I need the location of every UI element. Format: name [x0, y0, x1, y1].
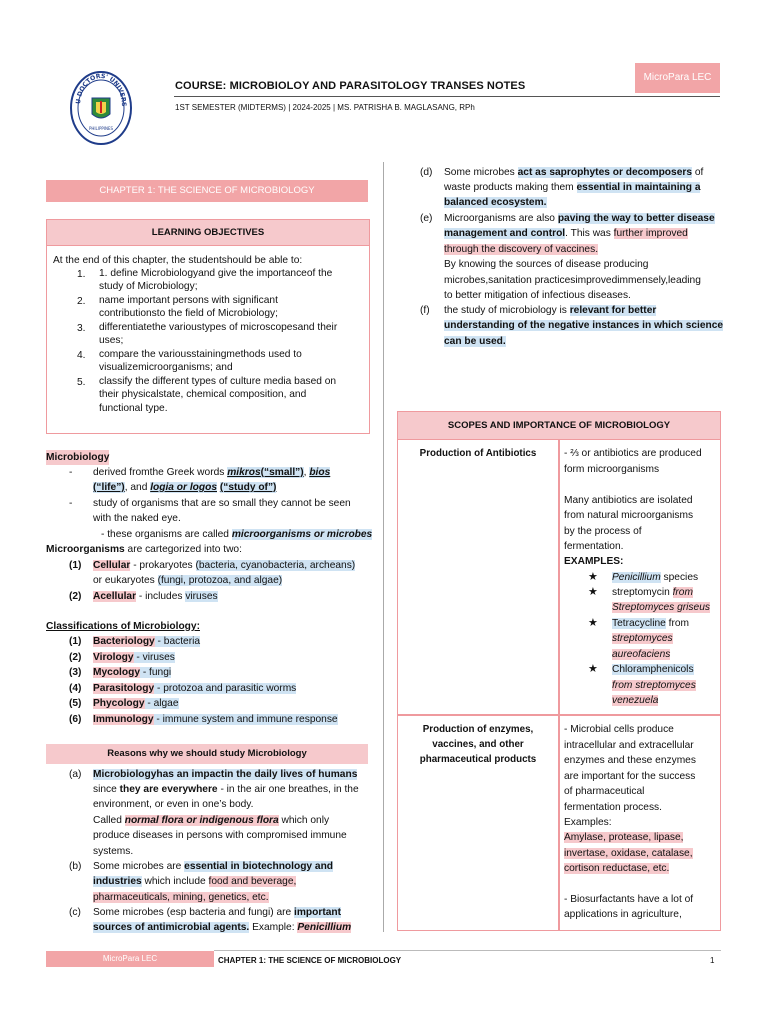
reason-text [93, 920, 351, 935]
reason-text [93, 767, 357, 782]
reason-text [444, 211, 715, 226]
term-mikros: mikros [227, 467, 261, 478]
microbiology-definition [93, 465, 330, 480]
highlight: Chloramphenicols [612, 664, 694, 675]
scope-text: - ⅔ or antibiotics are produced [564, 448, 702, 459]
highlight: paving the way to better disease [557, 213, 715, 224]
text-run: derived fromthe Greek words [93, 467, 228, 478]
text-run: waste products making them [444, 182, 577, 193]
microbiology-definition [101, 527, 372, 542]
highlight: Tetracycline [612, 618, 666, 629]
highlight: Microbiologyhas an impactin the daily lives of humans [93, 769, 358, 780]
example-item [612, 570, 698, 585]
objective-text: compare the variousstainingmethods used to [99, 349, 302, 360]
text-run: Some microbes (esp bacteria and fungi) are [93, 907, 295, 918]
microorganisms-categories [46, 542, 242, 557]
bullet-dash: - [69, 498, 73, 509]
logo-subtext: PHILIPPINES [88, 126, 114, 131]
logo-text: U DOCTORS' UNIVERS [74, 72, 128, 107]
reason-label: (d) [420, 167, 433, 178]
highlight: management and control [444, 228, 566, 239]
text-run: Called [93, 815, 125, 826]
footer-badge: MicroPara LEC [46, 951, 214, 967]
scope-text: applications in agriculture, [564, 909, 682, 920]
text-run: , and [124, 482, 151, 493]
objective-text: 1. define Microbiologyand give the importanceof the [99, 268, 333, 279]
text-run: - in the air one breathes, in the [217, 784, 359, 795]
course-subtitle: 1ST SEMESTER (MIDTERMS) | 2024-2025 | MS. PATRISHA B. MAGLASANG, RPh [175, 103, 475, 112]
highlight: invertase, oxidase, catalase, [564, 848, 693, 859]
highlight-prokaryotes: (bacteria, cyanobacteria, archeans) [195, 560, 356, 571]
reason-text: microbes,sanitation practicesimprovedimmensely,leading [444, 275, 701, 286]
scope-title-line: vaccines, and other [432, 739, 524, 750]
classifications-heading: Classifications of Microbiology: [46, 621, 200, 632]
learning-objectives-intro: At the end of this chapter, the studentshould be able to: [53, 255, 303, 266]
scope-text: fermentation process. [564, 802, 662, 813]
scope-text: of pharmaceutical [564, 786, 645, 797]
scope-text: are important for the success [564, 771, 696, 782]
highlight: further improved [613, 228, 688, 239]
text-run: , [303, 467, 310, 478]
microbiology-definition: study of organisms that are so small they cannot be seen [93, 498, 351, 509]
learning-objectives-heading: LEARNING OBJECTIVES [47, 220, 369, 246]
highlight: act as saprophytes or decomposers [517, 167, 692, 178]
reason-text: environment, or even in one’s body. [93, 799, 254, 810]
text-run: streptomycin [612, 587, 673, 598]
reason-text [93, 905, 341, 920]
list-number: (5) [69, 698, 82, 709]
objective-text: name important persons with significant [99, 295, 278, 306]
term-meaning: (“small”) [260, 467, 304, 478]
highlight: industries [93, 876, 142, 887]
objective-text: uses; [99, 335, 124, 347]
text-run: - these organisms are called [101, 529, 232, 540]
reason-text: By knowing the sources of disease producing [444, 259, 649, 270]
bullet-dash: - [69, 467, 73, 478]
highlight: venezuela [612, 695, 659, 706]
highlight: normal flora or indigenous flora [124, 815, 279, 826]
list-number: (1) [69, 636, 82, 647]
list-number: (2) [69, 652, 82, 663]
microbiology-definition [93, 480, 276, 495]
highlight: balanced ecosystem. [444, 197, 547, 208]
reason-text [444, 334, 506, 349]
highlight: understanding of the negative instances in which science [444, 320, 724, 331]
text-run: Microorganisms are also [444, 213, 558, 224]
classification-name: Virology [93, 652, 134, 663]
text-run: Some microbes are [93, 861, 185, 872]
reason-text: to better mitigation of infectious diseases. [444, 290, 631, 301]
text-run: they are everywhere [119, 784, 218, 795]
text-run: - includes [136, 591, 186, 602]
reason-text [93, 890, 269, 905]
table-divider [558, 440, 560, 931]
scope-text: by the process of [564, 526, 642, 537]
highlight: pharmaceuticals, mining, genetics, etc. [93, 892, 269, 903]
term-logia: logia or logos [150, 482, 217, 493]
classification-item [93, 712, 338, 727]
text-run: which only [278, 815, 330, 826]
text-run: the study of microbiology is [444, 305, 570, 316]
scope-text: enzymes and these enzymes [564, 755, 696, 766]
example-item [612, 600, 710, 615]
highlight: food and beverage, [208, 876, 297, 887]
highlight: cortison reductase, etc. [564, 863, 670, 874]
scope-text: - Biosurfactants have a lot of [564, 894, 694, 905]
column-divider [383, 162, 384, 932]
text-run: Microorganisms [46, 544, 125, 555]
category-acellular [93, 589, 218, 604]
footer-rule [214, 950, 721, 951]
highlight: Amylase, protease, lipase, [564, 832, 684, 843]
chapter-title-bar: CHAPTER 1: THE SCIENCE OF MICROBIOLOGY [46, 180, 368, 202]
reason-text [444, 242, 598, 257]
scope-text: intracellular and extracellular [564, 740, 694, 751]
classification-desc: - immune system and immune response [153, 714, 338, 725]
classification-item [93, 681, 296, 696]
text-run: from [665, 618, 690, 629]
highlight: Streptomyces griseus [612, 602, 710, 613]
example-item [612, 631, 673, 646]
example-item [612, 616, 689, 631]
micropara-badge: MicroPara LEC [635, 63, 720, 93]
reason-text [444, 165, 703, 180]
reason-label: (c) [69, 907, 81, 918]
term-microorganisms: microorganisms or microbes [231, 529, 373, 540]
star-bullet-icon: ★ [588, 663, 598, 675]
list-number: (2) [69, 591, 82, 602]
scope-text: Examples: [564, 817, 612, 828]
classification-name: Bacteriology [93, 636, 155, 647]
example-item [612, 662, 694, 677]
text-run: since [93, 784, 120, 795]
objective-text: study of Microbiology; [99, 281, 198, 293]
objective-text: their physicalstate, chemical composition, and [99, 389, 307, 401]
highlight-viruses: viruses [185, 591, 218, 602]
classification-desc: - bacteria [154, 636, 201, 647]
example-item [612, 678, 696, 693]
reason-label: (b) [69, 861, 82, 872]
list-number: (3) [69, 667, 82, 678]
examples-label: EXAMPLES: [564, 556, 624, 567]
objective-text: contributionsto the field of Microbiology; [99, 308, 278, 320]
reason-text: produce diseases in persons with compromised immune [93, 830, 347, 841]
objective-number: 5. [77, 377, 86, 388]
reason-label: (e) [420, 213, 433, 224]
classification-desc: - protozoa and parasitic worms [154, 683, 297, 694]
objective-number: 2. [77, 296, 86, 307]
example-item [612, 693, 658, 708]
category-cellular [93, 573, 282, 588]
text-run: . This was [565, 228, 614, 239]
term-cellular: Cellular [93, 560, 131, 571]
list-number: (6) [69, 714, 82, 725]
classification-item [93, 696, 179, 711]
reason-label: (f) [420, 305, 430, 316]
scope-text: Many antibiotics are isolated [564, 495, 693, 506]
highlight: from [672, 587, 693, 598]
classification-item [93, 650, 175, 665]
reason-text [444, 318, 723, 333]
scope-text [564, 846, 693, 861]
term-meaning: (“life”) [93, 482, 125, 493]
classification-desc: - viruses [133, 652, 175, 663]
objective-text: visualizemicroorganisms; and [99, 362, 233, 374]
star-bullet-icon: ★ [588, 571, 598, 583]
reason-text [444, 226, 688, 241]
reasons-heading: Reasons why we should study Microbiology [46, 744, 368, 764]
text-run: species [660, 572, 699, 583]
text-run: - prokaryotes [130, 560, 196, 571]
highlight: essential in biotechnology and [184, 861, 334, 872]
classification-name: Immunology [93, 714, 154, 725]
highlight: relevant for better [569, 305, 657, 316]
star-bullet-icon: ★ [588, 617, 598, 629]
term-acellular: Acellular [93, 591, 137, 602]
text-run: which include [141, 876, 209, 887]
objective-text: classify the different types of culture media based on [99, 376, 337, 387]
scope-text: fermentation. [564, 541, 624, 552]
classification-desc: - algae [144, 698, 179, 709]
scopes-heading: SCOPES AND IMPORTANCE OF MICROBIOLOGY [398, 412, 720, 440]
highlight: Penicillium [297, 922, 352, 933]
microbiology-definition: with the naked eye. [93, 513, 181, 524]
objective-text: differentiatethe varioustypes of microscopesand their [99, 322, 338, 333]
scope-title-line: Production of enzymes, [422, 724, 534, 735]
scope-text: form microorganisms [564, 464, 660, 475]
footer-chapter: CHAPTER 1: THE SCIENCE OF MICROBIOLOGY [218, 956, 402, 965]
reason-text [93, 782, 359, 797]
objective-number: 3. [77, 323, 86, 334]
scope-text: - Microbial cells produce [564, 724, 674, 735]
table-divider [397, 714, 721, 716]
reason-text [93, 874, 296, 889]
text-run: Example: [249, 922, 298, 933]
text-run: are cartegorized into two: [124, 544, 242, 555]
header-rule [174, 96, 720, 97]
microbiology-heading: Microbiology [46, 450, 109, 465]
highlight: aureofaciens [612, 649, 671, 660]
scope-title: Production of Antibiotics [419, 448, 537, 459]
scope-text [564, 830, 683, 845]
page-number: 1 [710, 956, 715, 965]
scope-title-line: pharmaceutical products [419, 754, 537, 765]
reason-text [444, 180, 700, 195]
example-item [612, 647, 670, 662]
highlight: can be used. [444, 336, 506, 347]
category-cellular [93, 558, 355, 573]
highlight: from streptomyces [612, 680, 696, 691]
list-number: (4) [69, 683, 82, 694]
university-logo [70, 70, 132, 146]
reason-label: (a) [69, 769, 82, 780]
reason-text [444, 303, 656, 318]
highlight: essential in maintaining a [576, 182, 701, 193]
reason-text [93, 859, 333, 874]
classification-item [93, 634, 200, 649]
text-run: Some microbes [444, 167, 518, 178]
reason-text [93, 813, 329, 828]
text-run: of [692, 167, 704, 178]
highlight: Penicillium [612, 572, 661, 583]
classification-name: Phycology [93, 698, 145, 709]
highlight: sources of antimicrobial agents. [93, 922, 250, 933]
learning-objectives-box [46, 219, 370, 434]
text-run: or eukaryotes [93, 575, 158, 586]
classification-name: Mycology [93, 667, 140, 678]
objective-number: 1. [77, 269, 86, 280]
highlight: streptomyces [612, 633, 673, 644]
highlight-eukaryotes: (fungi, protozoa, and algae) [157, 575, 283, 586]
scope-text: from natural microorganisms [564, 510, 694, 521]
reason-text: systems. [93, 846, 134, 857]
term-meaning: (“study of”) [219, 482, 277, 493]
highlight: through the discovery of vaccines. [444, 244, 599, 255]
objective-number: 4. [77, 350, 86, 361]
term-bios: bios [309, 467, 331, 478]
highlight: important [294, 907, 342, 918]
list-number: (1) [69, 560, 82, 571]
reason-text [444, 195, 547, 210]
classification-name: Parasitology [93, 683, 155, 694]
course-title: COURSE: MICROBIOLOY AND PARASITOLOGY TRANSES NOTES [175, 80, 526, 92]
star-bullet-icon: ★ [588, 586, 598, 598]
scope-title [399, 722, 557, 767]
classification-item [93, 665, 171, 680]
scope-text [564, 861, 669, 876]
classification-desc: - fungi [139, 667, 172, 678]
example-item [612, 585, 693, 600]
objective-text: functional type. [99, 402, 168, 414]
